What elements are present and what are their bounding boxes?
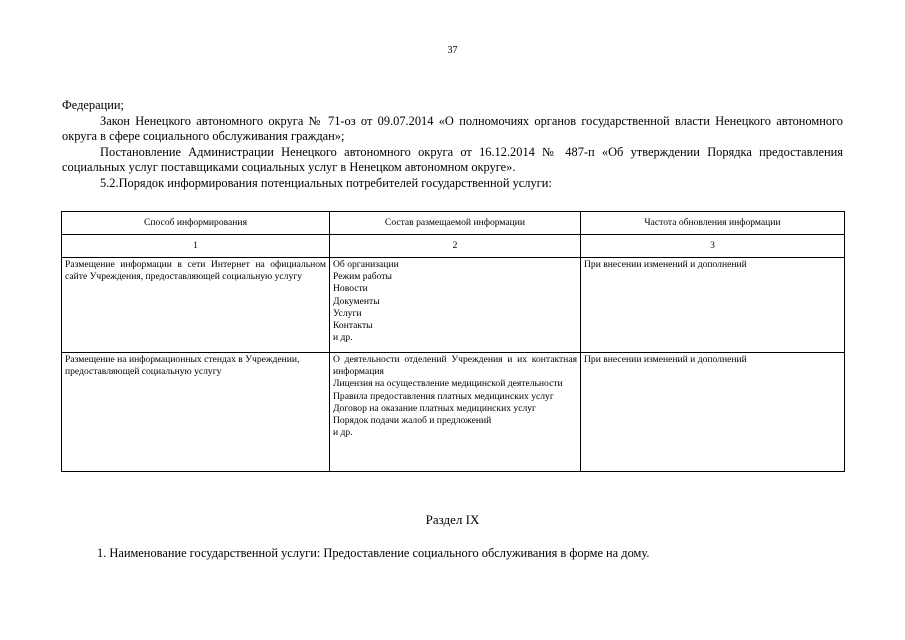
informing-table: [61, 211, 845, 472]
table-header-row: [62, 212, 845, 235]
content-item: Правила предоставления платных медицинских услуг: [333, 390, 554, 402]
page-number: 37: [447, 45, 458, 56]
paragraph-informing-order: 5.2.Порядок информирования потенциальных потребителей государственной услуги:: [100, 175, 552, 190]
method-cell: Размещение на информационных стендах в Учреждении, предоставляющей социальную услугу: [62, 353, 330, 472]
section-title: Раздел IX: [425, 512, 480, 527]
content-item: Порядок подачи жалоб и предложений: [333, 415, 492, 427]
column-number: 1: [62, 235, 330, 258]
table-number-row: [62, 235, 845, 258]
content-item: Новости: [333, 283, 368, 295]
content-item: и др.: [333, 427, 353, 439]
content-item: Услуги: [333, 307, 362, 319]
content-item: Договор на оказание платных медицинских услуг: [333, 402, 536, 414]
paragraph-federation: Федерации;: [62, 98, 124, 112]
column-number: 3: [581, 235, 845, 258]
service-name: 1. Наименование государственной услуги: Предоставление социального обслуживания в форме на дому.: [97, 546, 650, 560]
content-item: Документы: [333, 295, 380, 307]
method-cell: Размещение информации в сети Интернет на официальном сайте Учреждения, предоставляющей социальную услугу: [62, 258, 330, 353]
content-item: Режим работы: [333, 271, 392, 283]
paragraph-resolution: Постановление Администрации Ненецкого автономного округа от 16.12.2014 № 487-п «Об утверждении Порядка предоставления социальных услуг поставщиками социальных услуг в Ненецком автономном округе».: [62, 144, 843, 174]
body-text: [62, 98, 843, 191]
frequency-cell: При внесении изменений и дополнений: [581, 353, 845, 472]
column-header-method: Способ информирования: [62, 212, 330, 235]
content-cell: [330, 353, 581, 472]
content-item: и др.: [333, 332, 353, 344]
paragraph-law: Закон Ненецкого автономного округа № 71-оз от 09.07.2014 «О полномочиях органов государственной власти Ненецкого автономного округа в сфере социального обслуживания граждан»;: [62, 113, 843, 143]
frequency-cell: При внесении изменений и дополнений: [581, 258, 845, 353]
table-row: [62, 258, 845, 353]
column-header-content: Состав размещаемой информации: [330, 212, 581, 235]
content-cell: [330, 258, 581, 353]
content-item: Контакты: [333, 320, 373, 332]
table-row: [62, 353, 845, 472]
column-header-frequency: Частота обновления информации: [581, 212, 845, 235]
content-item: Об организации: [333, 259, 399, 270]
content-item: О деятельности отделений Учреждения и их контактная информация: [333, 354, 577, 378]
column-number: 2: [330, 235, 581, 258]
content-item: Лицензия на осуществление медицинской деятельности: [333, 378, 563, 390]
